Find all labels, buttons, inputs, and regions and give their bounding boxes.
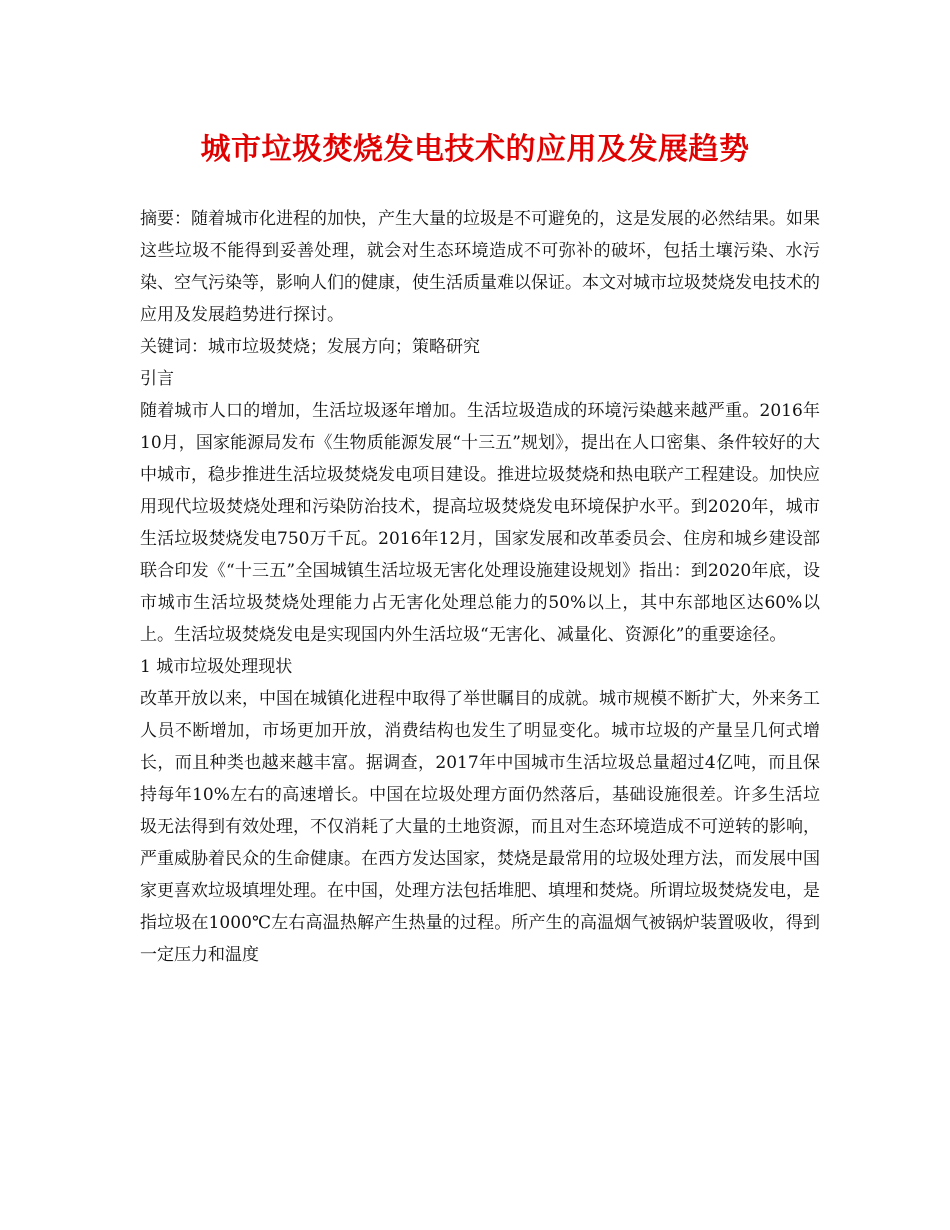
document-title: 城市垃圾焚烧发电技术的应用及发展趋势	[200, 132, 750, 167]
section1-paragraph: 改革开放以来，中国在城镇化进程中取得了举世瞩目的成就。城市规模不断扩大，外来务工人员不断增加，市场更加开放，消费结构也发生了明显变化。城市垃圾的产量呈几何式增长，而且种类也越来越丰富。据调查，2017年中国城市生活垃圾总量超过4亿吨，而且保持每年10%左右的高速增长。中国在垃圾处理方面仍然落后，基础设施很差。许多生活垃圾无法得到有效处理，不仅消耗了大量的土地资源，而且对生态环境造成不可逆转的影响，严重威胁着民众的生命健康。在西方发达国家，焚烧是最常用的垃圾处理方法，而发展中国家更喜欢垃圾填埋处理。在中国，处理方法包括堆肥、填埋和焚烧。所谓垃圾焚烧发电，是指垃圾在1000℃左右高温热解产生热量的过程。所产生的高温烟气被锅炉装置吸收，得到一定压力和温度	[140, 689, 820, 965]
keywords-text: 城市垃圾焚烧；发展方向；策略研究	[208, 337, 480, 357]
intro-paragraph: 随着城市人口的增加，生活垃圾逐年增加。生活垃圾造成的环境污染越来越严重。2016年10月，国家能源局发布《生物质能源发展“十三五”规划》，提出在人口密集、条件较好的大中城市，稳步推进生活垃圾焚烧发电项目建设。推进垃圾焚烧和热电联产工程建设。加快应用现代垃圾焚烧处理和污染防治技术，提高垃圾焚烧发电环境保护水平。到2020年，城市生活垃圾焚烧发电750万千瓦。2016年12月，国家发展和改革委员会、住房和城乡建设部联合印发《“十三五”全国城镇生活垃圾无害化处理设施建设规划》指出：到2020年底，设市城市生活垃圾焚烧处理能力占无害化处理总能力的50%以上，其中东部地区达60%以上。生活垃圾焚烧发电是实现国内外生活垃圾“无害化、减量化、资源化”的重要途径。	[140, 401, 820, 645]
intro-heading: 引言	[140, 369, 174, 389]
abstract-text: 随着城市化进程的加快，产生大量的垃圾是不可避免的，这是发展的必然结果。如果这些垃圾不能得到妥善处理，就会对生态环境造成不可弥补的破坏，包括土壤污染、水污染、空气污染等，影响人们的健康，使生活质量难以保证。本文对城市垃圾焚烧发电技术的应用及发展趋势进行探讨。	[140, 209, 820, 325]
keywords-label: 关键词：	[140, 337, 208, 357]
abstract-label: 摘要：	[140, 209, 191, 229]
section1-heading: 1 城市垃圾处理现状	[140, 657, 293, 677]
abstract-paragraph	[140, 203, 820, 331]
document-body	[140, 203, 820, 971]
keywords-paragraph	[140, 331, 820, 363]
